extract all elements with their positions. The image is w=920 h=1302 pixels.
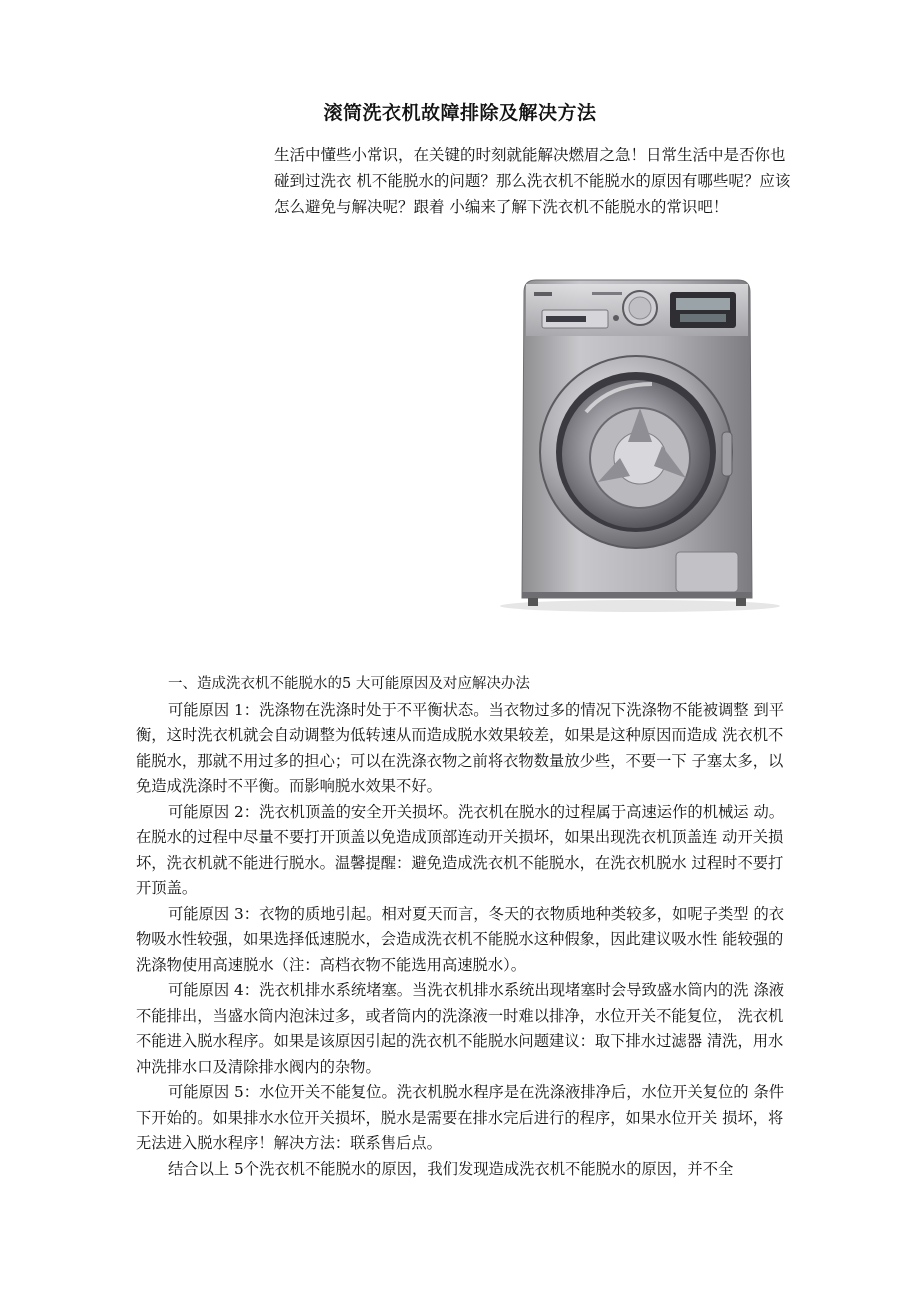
cause-3-paragraph: 可能原因 3：衣物的质地引起。相对夏天而言，冬天的衣物质地种类较多，如呢子类型 的衣物吸水性较强，如果选择低速脱水，会造成洗衣机不能脱水这种假象，因此建议吸水性 能较强的洗涤物使用高速脱水（注：高档衣物不能选用高速脱水）。 bbox=[136, 904, 785, 974]
cause-1-paragraph: 可能原因 1：洗涤物在洗涤时处于不平衡状态。当衣物过多的情况下洗涤物不能被调整 到平衡，这时洗衣机就会自动调整为低转速从而造成脱水效果较差，如果是这种原因而造成 洗衣机不能脱水，那就不用过多的担心；可以在洗涤衣物之前将衣物数量放少些，不要一下 子塞太多，以免造成洗涤时不平衡。而影响脱水效果不好。 bbox=[136, 700, 785, 795]
section-heading: 一、造成洗衣机不能脱水的5 大可能原因及对应解决办法 bbox=[168, 676, 530, 692]
body-text bbox=[136, 672, 796, 1182]
washing-machine-image bbox=[490, 262, 780, 622]
cause-5-paragraph: 可能原因 5：水位开关不能复位。洗衣机脱水程序是在洗涤液排净后，水位开关复位的 条件下开始的。如果排水水位开关损坏，脱水是需要在排水完后进行的程序，如果水位开关 损坏，将无法进入脱水程序！解决方法：联系售后点。 bbox=[136, 1083, 785, 1152]
intro-paragraph: 生活中懂些小常识，在关键的时刻就能解决燃眉之急！日常生活中是否你也碰到过洗衣 机不能脱水的问题？那么洗衣机不能脱水的原因有哪些呢？应该怎么避免与解决呢？跟着 小编来了解下洗衣机不能脱水的常识吧！ bbox=[274, 146, 791, 216]
cause-2-paragraph: 可能原因 2：洗衣机顶盖的安全开关损坏。洗衣机在脱水的过程属于高速运作的机械运 动。在脱水的过程中尽量不要打开顶盖以免造成顶部连动开关损坏，如果出现洗衣机顶盖连 动开关损坏，洗衣机就不能进行脱水。温馨提醒：避免造成洗衣机不能脱水，在洗衣机脱水 过程时不要打开顶盖。 bbox=[136, 802, 785, 897]
conclusion-paragraph: 结合以上 5个洗衣机不能脱水的原因，我们发现造成洗衣机不能脱水的原因，并不全 bbox=[168, 1159, 734, 1178]
cause-4-paragraph: 可能原因 4：洗衣机排水系统堵塞。当洗衣机排水系统出现堵塞时会导致盛水筒内的洗 涤液不能排出，当盛水筒内泡沫过多，或者筒内的洗涤液一时难以排净，水位开关不能复位， 洗衣机不能进入脱水程序。如果是该原因引起的洗衣机不能脱水问题建议：取下排水过滤器 清洗，用水冲洗排水口及清除排水阀内的杂物。 bbox=[136, 981, 785, 1076]
page-title: 滚筒洗衣机故障排除及解决方法 bbox=[323, 102, 597, 124]
